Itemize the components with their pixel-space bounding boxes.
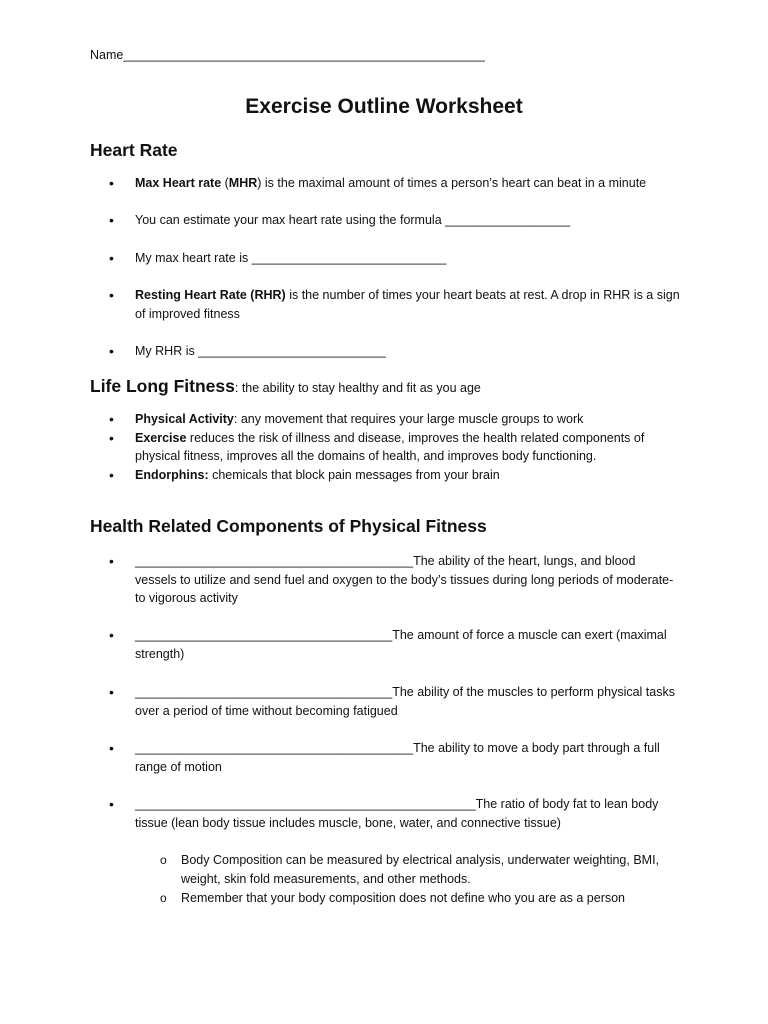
life-long-subtitle: : the ability to stay healthy and fit as you age (234, 381, 481, 395)
health-list-5 (90, 795, 680, 832)
list-item: • You can estimate your max heart rate using the formula __________________ (90, 211, 680, 230)
ex-definition: reduces the risk of illness and disease, improves the health related components of physical fitness, improves all the domains of health, and improves body functioning. (135, 430, 645, 463)
heart-rate-list-5 (90, 342, 680, 361)
life-long-fitness-heading (90, 376, 481, 397)
heart-rate-list (90, 174, 680, 193)
list-item: • My RHR is ___________________________ (90, 342, 680, 361)
page-title: Exercise Outline Worksheet (245, 95, 523, 118)
list-item: • ________________________________________The ability to move a body part through a full range of motion (90, 739, 680, 776)
heart-rate-list-2 (90, 211, 680, 230)
pa-definition: : any movement that requires your large muscle groups to work (233, 412, 584, 426)
health-list-1 (90, 552, 680, 608)
sub-list-item: o Remember that your body composition does not define who you are as a person (135, 889, 680, 908)
heart-rate-list-3 (90, 249, 680, 268)
sub-list-item: o Body Composition can be measured by electrical analysis, underwater weighting, BMI, weight, skin fold measurements, and other methods. (135, 851, 680, 889)
health-sublist-wrap (90, 851, 680, 908)
list-item (90, 286, 680, 323)
sublist-container (90, 851, 680, 908)
mhr-definition: ) is the maximal amount of times a person’s heart can beat in a minute (257, 176, 647, 190)
mhr-open: ( (221, 176, 229, 190)
list-item (90, 174, 680, 193)
pa-term: Physical Activity (135, 412, 234, 426)
rhr-definition: is the number of times your heart beats at rest. A drop in RHR is a sign of improved fitness (135, 288, 680, 321)
list-item: • _____________________________________The amount of force a muscle can exert (maximal strength) (90, 626, 680, 663)
health-list-4 (90, 739, 680, 776)
mhr-abbr: MHR (228, 176, 258, 190)
health-components-heading: Health Related Components of Physical Fitness (90, 516, 487, 536)
body-composition-sublist (135, 851, 680, 908)
name-line: Name____________________________________________________ (90, 48, 485, 62)
list-item (90, 466, 680, 485)
health-list-2 (90, 626, 680, 663)
en-term: Endorphins: (135, 467, 209, 482)
health-list-3 (90, 683, 680, 720)
rhr-term: Resting Heart Rate (RHR) (135, 288, 286, 302)
life-long-list (90, 410, 680, 484)
ex-term: Exercise (135, 430, 187, 445)
heart-rate-heading: Heart Rate (90, 140, 178, 160)
heart-rate-list-4 (90, 286, 680, 323)
list-item (90, 410, 680, 429)
item5-text: _________________________________________________The ratio of body fat to lean body tissue (lean body tissue includes muscle, bone, water, and connective tissue) (135, 797, 659, 830)
mhr-term: Max Heart rate (135, 176, 222, 190)
list-item: • _____________________________________The ability of the muscles to perform physical tasks over a period of time without becoming fatigued (90, 683, 680, 720)
list-item (90, 795, 680, 832)
list-item (90, 429, 680, 466)
life-long-title: Life Long Fitness (90, 376, 235, 396)
list-item: • ________________________________________The ability of the heart, lungs, and blood vessels to utilize and send fuel and oxygen to the body’s tissues during long periods of moderate-to vigorous activity (90, 552, 680, 608)
en-definition: chemicals that block pain messages from your brain (208, 467, 500, 482)
list-item: • My max heart rate is ____________________________ (90, 249, 680, 268)
